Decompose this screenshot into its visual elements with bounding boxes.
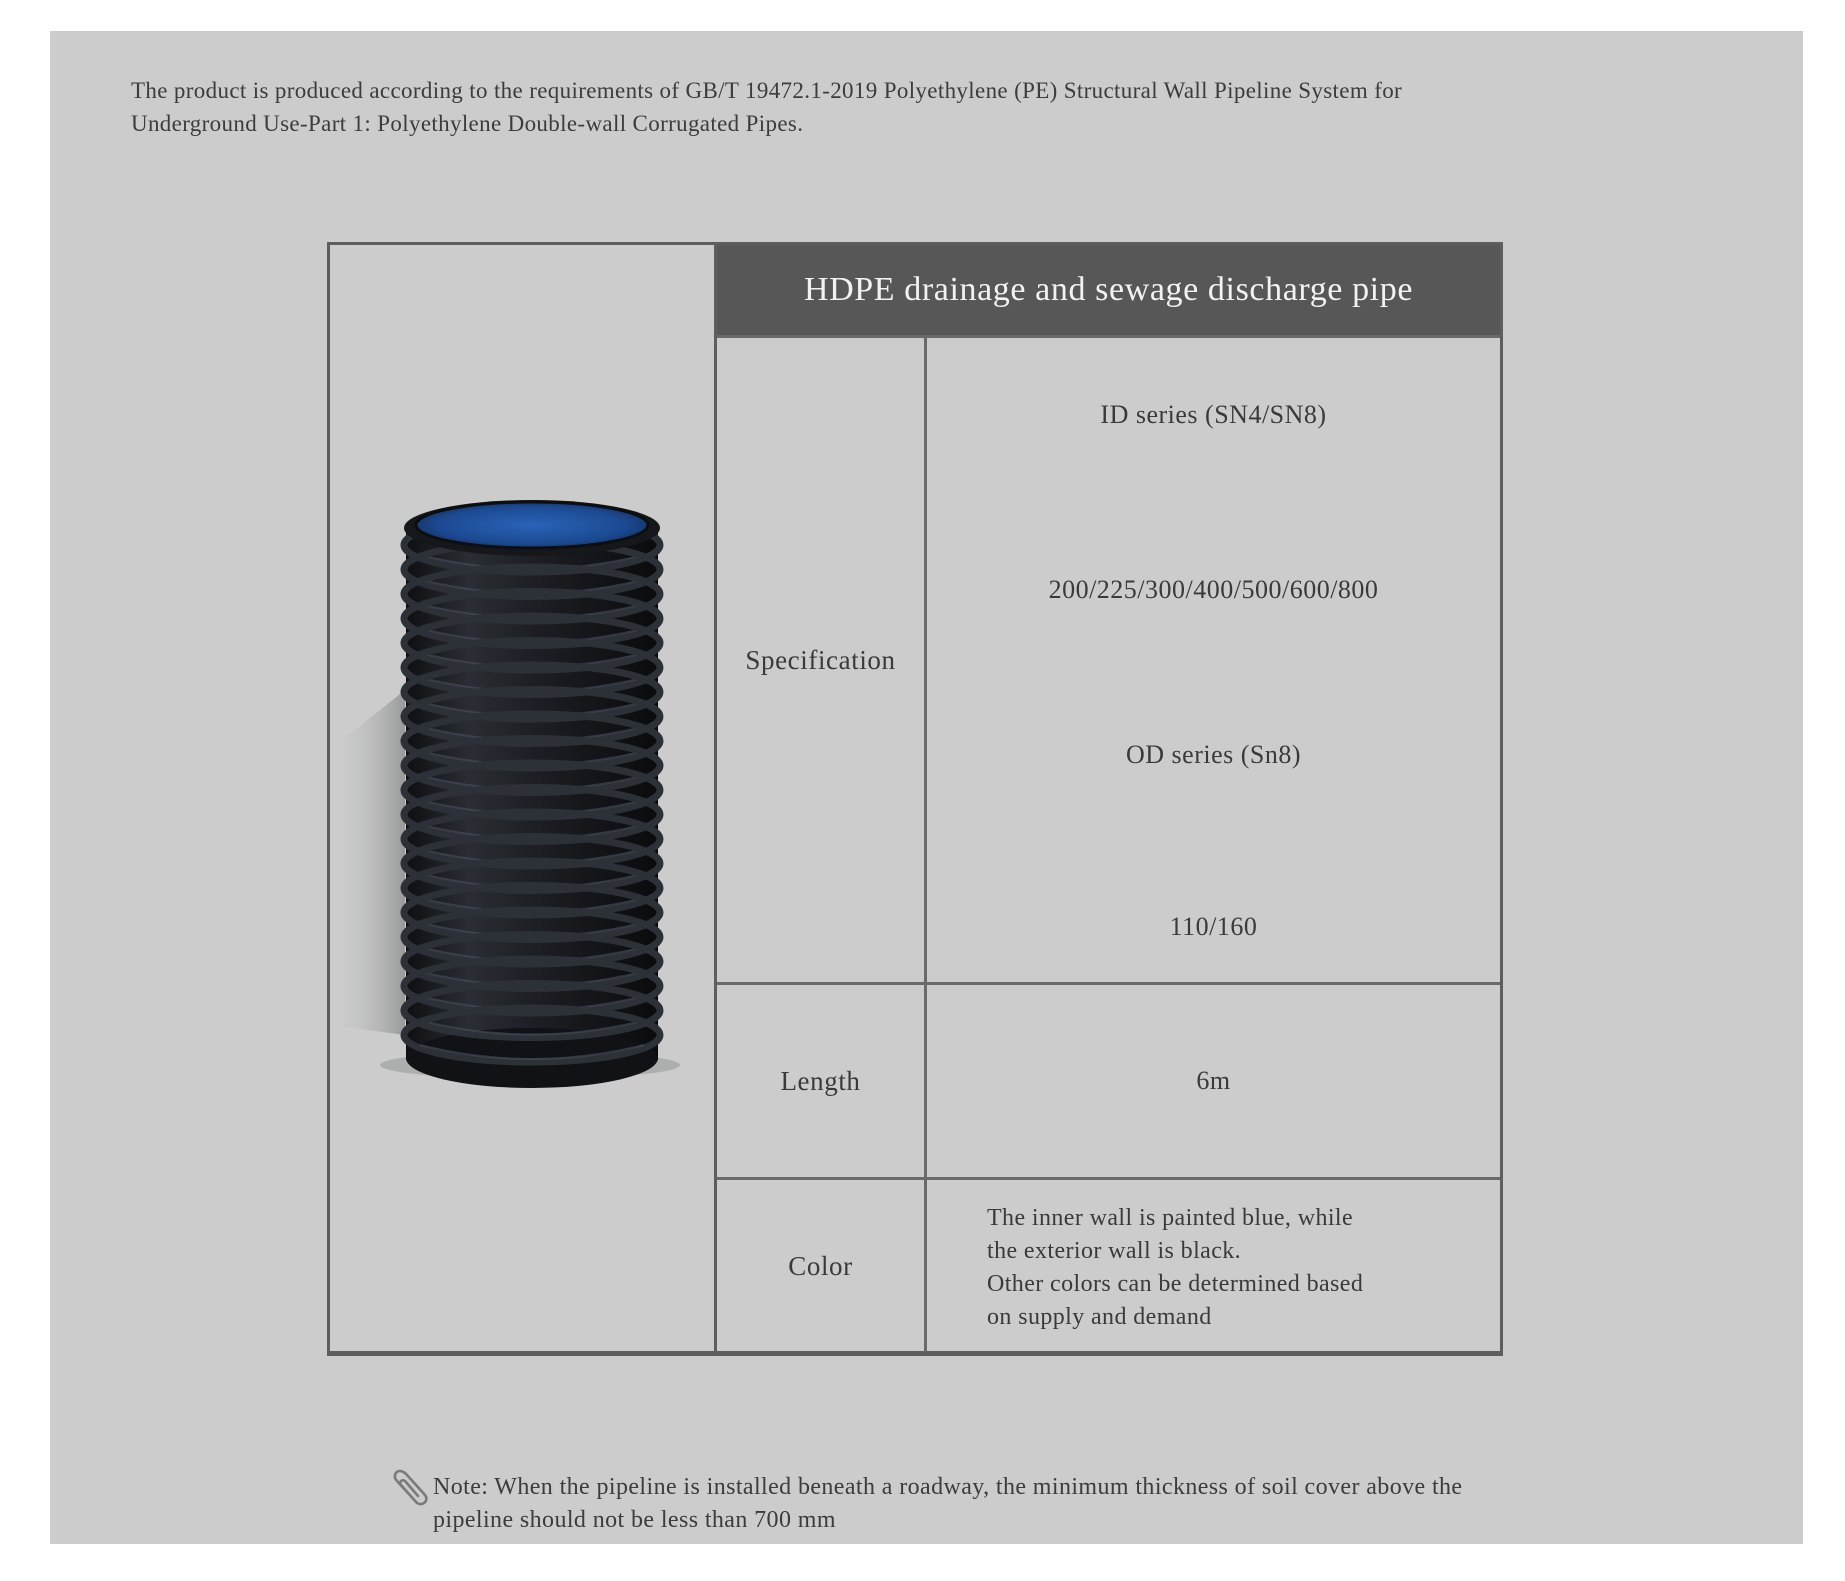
paperclip-icon [387,1467,431,1511]
color-line-2: the exterior wall is black. [987,1238,1242,1264]
od-series: OD series (Sn8) [1125,740,1302,769]
color-line-1: The inner wall is painted blue, while [987,1205,1354,1231]
note-line-1: Note: When the pipeline is installed beneath a roadway, the minimum thickness of soil cover above the [433,1474,1463,1500]
id-series: ID series (SN4/SN8) [1100,400,1327,429]
length-value: 6m [1196,1066,1231,1095]
product-image-cell [330,245,717,1351]
row-color [717,1177,1500,1352]
id-series-sizes: 200/225/300/400/500/600/800 [1048,575,1379,604]
specification-label: Specification [717,338,927,982]
od-series-sizes: 110/160 [1169,912,1258,941]
spec-table [327,242,1503,1356]
length-value-cell [927,985,1500,1177]
table-title: HDPE drainage and sewage discharge pipe [717,245,1500,335]
color-label: Color [717,1180,927,1352]
note [387,1471,1462,1537]
color-value-cell [927,1180,1500,1352]
row-specification [717,335,1500,982]
intro-line-2: Underground Use-Part 1: Polyethylene Double-wall Corrugated Pipes. [131,111,804,136]
pipe-image [330,245,714,1351]
color-line-4: on supply and demand [987,1304,1212,1330]
specification-value [927,338,1500,982]
color-line-3: Other colors can be determined based [987,1271,1364,1297]
row-length [717,982,1500,1177]
color-description [987,1202,1363,1334]
intro-line-1: The product is produced according to the requirements of GB/T 19472.1-2019 Polyethylene (PE) Structural Wall Pipeline System for [131,78,1403,103]
intro-text [131,74,1631,140]
note-line-2: pipeline should not be less than 700 mm [433,1507,836,1533]
length-label: Length [717,985,927,1177]
product-panel [50,31,1803,1544]
note-text [433,1471,1462,1537]
